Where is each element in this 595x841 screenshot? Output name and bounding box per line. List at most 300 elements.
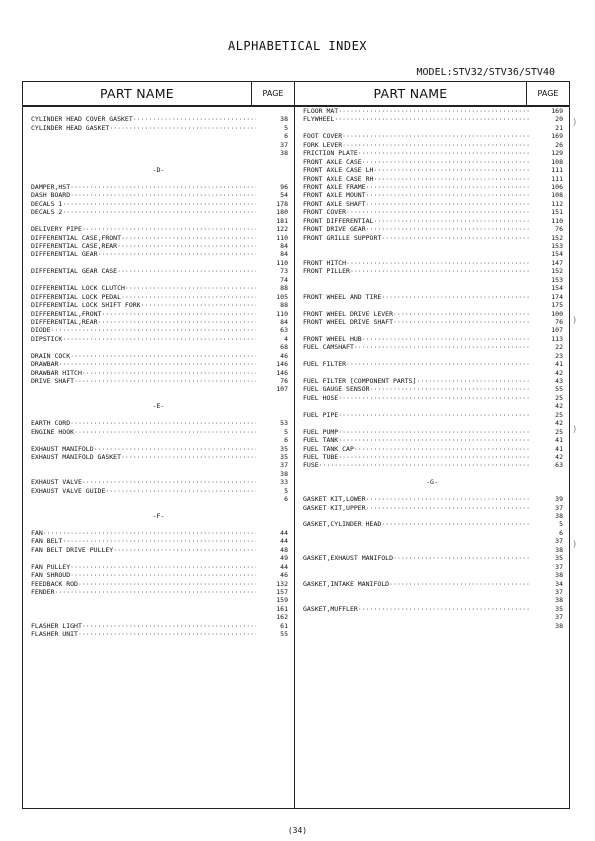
page-ref: 122 [276, 225, 288, 234]
page-title: ALPHABETICAL INDEX [227, 39, 368, 53]
page-ref: 84 [280, 250, 288, 259]
left-column [23, 82, 295, 808]
part-name: DRAWBAR ····· [23, 360, 256, 368]
index-table [22, 81, 570, 809]
index-entry [23, 563, 294, 571]
model-label: MODEL:STV32/STV36/STV40 [416, 67, 555, 78]
part-name: DIFFERENTIAL GEAR ····· [23, 250, 256, 258]
part-name: DECALS 1 ····· [23, 200, 256, 208]
index-entry [295, 352, 569, 360]
index-entry [295, 504, 569, 512]
part-name: DECALS 2 ····· [23, 208, 256, 216]
part-name: DAMPER,HST ····· [23, 183, 256, 191]
index-entry [295, 529, 569, 537]
index-entry [295, 158, 569, 166]
part-name: GASKET,CYLINDER HEAD ····· [295, 520, 531, 528]
index-entry [23, 360, 294, 368]
page-number: (34) [287, 826, 308, 835]
page-ref: 44 [280, 528, 288, 537]
page-ref: 108 [551, 157, 563, 166]
index-entry [23, 293, 294, 301]
page-ref: 111 [551, 174, 563, 183]
section-letter: -E- [152, 402, 165, 411]
page-ref: 105 [276, 292, 288, 301]
page-ref: 53 [280, 419, 288, 428]
part-name: FAN ····· [23, 529, 256, 537]
part-name: FUEL FILTER [COMPONENT PARTS] ····· [295, 377, 531, 385]
index-entry [23, 605, 294, 613]
page-ref: 25 [555, 427, 563, 436]
part-name: FUEL GAUGE SENSOR ····· [295, 385, 531, 393]
part-name: FUEL HOSE ····· [295, 394, 531, 402]
index-entry [295, 225, 569, 233]
margin-mark-icon: ) [572, 540, 578, 550]
part-name: FRONT COVER ····· [295, 208, 531, 216]
section-heading [23, 402, 294, 410]
index-entry [295, 200, 569, 208]
index-entry [23, 385, 294, 393]
index-entry [295, 284, 569, 292]
page-ref: 161 [276, 604, 288, 613]
page-ref: 44 [280, 562, 288, 571]
index-entry [295, 428, 569, 436]
right-column-header [295, 82, 569, 107]
index-entry [23, 369, 294, 377]
index-entry [295, 276, 569, 284]
part-name: FLOOR MAT ····· [295, 107, 531, 115]
page-ref: 88 [280, 301, 288, 310]
part-name: FOOT COVER ····· [295, 132, 531, 140]
index-entry [295, 149, 569, 157]
page-ref: 38 [280, 115, 288, 124]
part-name: EXHAUST MANIFOLD ····· [23, 445, 256, 453]
index-entry [23, 284, 294, 292]
page-ref: 21 [555, 123, 563, 132]
part-name: FAN BELT ····· [23, 537, 256, 545]
page-ref: 157 [276, 587, 288, 596]
page-ref: 107 [276, 385, 288, 394]
page-header: PAGE [251, 82, 294, 105]
page-ref: 23 [555, 351, 563, 360]
page-ref: 37 [555, 613, 563, 622]
page-ref: 162 [276, 613, 288, 622]
index-entry [23, 537, 294, 545]
page-ref: 154 [551, 284, 563, 293]
page-ref: 73 [280, 267, 288, 276]
index-entry [295, 242, 569, 250]
index-entry [23, 588, 294, 596]
page-ref: 151 [551, 208, 563, 217]
index-entry [295, 141, 569, 149]
part-name: GASKET KIT,UPPER ····· [295, 504, 531, 512]
index-entry [295, 250, 569, 258]
index-entry [23, 478, 294, 486]
page-ref: 107 [551, 326, 563, 335]
page-ref: 147 [551, 258, 563, 267]
page-ref: 42 [555, 419, 563, 428]
page-header: PAGE [526, 82, 569, 105]
part-name: FORK LEVER ····· [295, 141, 531, 149]
part-name: CYLINDER HEAD COVER GASKET ····· [23, 115, 256, 123]
index-entry [295, 301, 569, 309]
part-name: GASKET,MUFFLER ····· [295, 605, 531, 613]
page-ref: 41 [555, 444, 563, 453]
index-entry [295, 580, 569, 588]
index-entry [295, 115, 569, 123]
part-name: CYLINDER HEAD GASKET ····· [23, 124, 256, 132]
part-name: DRAWBAR HITCH ····· [23, 369, 256, 377]
page-ref: 100 [551, 309, 563, 318]
page-ref: 154 [551, 250, 563, 259]
index-entry [295, 453, 569, 461]
index-entry [295, 385, 569, 393]
page-ref: 61 [280, 621, 288, 630]
index-entry [295, 208, 569, 216]
page-ref: 6 [284, 436, 288, 445]
part-name: FRONT HITCH ····· [295, 259, 531, 267]
part-name: DIPSTICK ····· [23, 335, 256, 343]
part-name: FRONT AXLE SHAFT ····· [295, 200, 531, 208]
page-ref: 4 [284, 334, 288, 343]
index-entry [23, 580, 294, 588]
part-name: FRONT WHEEL DRIVE LEVER ····· [295, 310, 531, 318]
index-entry [23, 428, 294, 436]
part-name: DIFFERENTIAL CASE,FRONT ····· [23, 234, 256, 242]
right-rows [295, 107, 569, 630]
index-entry [23, 318, 294, 326]
left-column-header [23, 82, 294, 107]
part-name: FRONT AXLE CASE ····· [295, 158, 531, 166]
page-ref: 5 [284, 486, 288, 495]
index-entry [295, 537, 569, 545]
index-entry [23, 419, 294, 427]
page-ref: 153 [551, 275, 563, 284]
part-name: DIFFERENTIAL LOCK PEDAL ····· [23, 293, 256, 301]
page-ref: 6 [284, 495, 288, 504]
index-entry [295, 546, 569, 554]
page-ref: 38 [280, 149, 288, 158]
page-ref: 76 [555, 317, 563, 326]
index-entry [295, 571, 569, 579]
part-name: DRAIN COCK ····· [23, 352, 256, 360]
page-ref: 6 [559, 528, 563, 537]
page-ref: 55 [555, 385, 563, 394]
index-entry [23, 470, 294, 478]
index-entry [295, 360, 569, 368]
page-ref: 84 [280, 317, 288, 326]
part-name: FRONT DIFFERENTIAL ····· [295, 217, 531, 225]
page-ref: 37 [555, 587, 563, 596]
page-ref: 76 [555, 225, 563, 234]
index-entry [23, 267, 294, 275]
page-ref: 63 [555, 461, 563, 470]
index-entry [23, 596, 294, 604]
margin-mark-icon: ) [572, 425, 578, 435]
index-entry [23, 487, 294, 495]
index-entry [295, 588, 569, 596]
page-ref: 38 [555, 512, 563, 520]
part-name-header: PART NAME [373, 86, 448, 101]
part-name: EXHAUST VALVE ····· [23, 478, 256, 486]
index-entry [23, 200, 294, 208]
section-heading [23, 512, 294, 520]
page-ref: 43 [555, 377, 563, 385]
part-name: FRICTION PLATE ····· [295, 149, 531, 157]
index-entry [23, 554, 294, 562]
page-ref: 22 [555, 343, 563, 352]
index-entry [295, 512, 569, 520]
index-entry [23, 276, 294, 284]
page-ref: 37 [280, 140, 288, 149]
blank-row [295, 470, 569, 478]
page-ref: 110 [276, 233, 288, 242]
page-ref: 44 [280, 537, 288, 546]
index-entry [23, 445, 294, 453]
index-entry [295, 377, 569, 385]
part-name: FUEL TUBE ····· [295, 453, 531, 461]
page-ref: 37 [555, 537, 563, 546]
index-entry [23, 234, 294, 242]
margin-mark-icon: ) [572, 118, 578, 128]
index-entry [295, 563, 569, 571]
page-ref: 74 [280, 275, 288, 284]
index-entry [295, 293, 569, 301]
page-ref: 37 [555, 562, 563, 571]
index-entry [295, 411, 569, 419]
part-name: DIFFERENTIAL,FRONT ····· [23, 310, 256, 318]
page-ref: 110 [276, 309, 288, 318]
part-name: FRONT AXLE FRAME ····· [295, 183, 531, 191]
part-name: FENDER ····· [23, 588, 256, 596]
page-ref: 152 [551, 233, 563, 242]
index-entry [295, 436, 569, 444]
page-ref: 38 [555, 545, 563, 554]
index-entry [295, 310, 569, 318]
page-ref: 38 [555, 571, 563, 580]
index-entry [295, 107, 569, 115]
index-entry [23, 630, 294, 638]
part-name: FEEDBACK ROD ····· [23, 580, 256, 588]
blank-row [23, 520, 294, 528]
page-ref: 38 [555, 621, 563, 630]
index-entry [295, 217, 569, 225]
page-ref: 113 [551, 334, 563, 343]
page-ref: 169 [551, 107, 563, 115]
index-entry [23, 461, 294, 469]
page-ref: 146 [276, 368, 288, 377]
index-entry [23, 546, 294, 554]
part-name: FRONT WHEEL AND TIRE ····· [295, 293, 531, 301]
index-entry [295, 166, 569, 174]
page-ref: 54 [280, 191, 288, 200]
index-entry [23, 242, 294, 250]
index-entry [23, 217, 294, 225]
part-name: DIFFERENTIAL LOCK CLUTCH ····· [23, 284, 256, 292]
page-ref: 5 [284, 123, 288, 132]
page-ref: 110 [276, 258, 288, 267]
index-entry [295, 335, 569, 343]
index-entry [23, 343, 294, 351]
page-ref: 152 [551, 267, 563, 276]
part-name-header: PART NAME [100, 86, 174, 101]
blank-row [23, 158, 294, 166]
index-entry [23, 571, 294, 579]
page-ref: 38 [280, 469, 288, 478]
part-name: DELIVERY PIPE ····· [23, 225, 256, 233]
index-entry [23, 149, 294, 157]
page-ref: 5 [559, 520, 563, 529]
blank-row [295, 487, 569, 495]
index-entry [295, 596, 569, 604]
blank-row [23, 107, 294, 115]
index-entry [23, 495, 294, 503]
margin-mark-icon: ) [572, 316, 578, 326]
index-entry [23, 250, 294, 258]
index-entry [23, 453, 294, 461]
part-name: DIODE ····· [23, 326, 256, 334]
part-name: FUEL PIPE ····· [295, 411, 531, 419]
page-ref: 42 [555, 402, 563, 411]
index-entry [295, 394, 569, 402]
part-name: DRIVE SHAFT ····· [23, 377, 256, 385]
part-name: DIFFERENTIAL CASE,REAR ····· [23, 242, 256, 250]
index-entry [23, 436, 294, 444]
page-ref: 181 [276, 216, 288, 225]
section-letter: -G- [426, 478, 438, 487]
part-name: FRONT WHEEL DRIVE SHAFT ····· [295, 318, 531, 326]
page-ref: 111 [551, 166, 563, 175]
page-ref: 34 [555, 579, 563, 588]
page-ref: 37 [280, 461, 288, 470]
page-ref: 108 [551, 191, 563, 200]
index-entry [295, 495, 569, 503]
index-entry [295, 124, 569, 132]
page-ref: 20 [555, 115, 563, 124]
index-entry [295, 605, 569, 613]
page-ref: 41 [555, 360, 563, 369]
part-name: FUEL TANK CAP ····· [295, 445, 531, 453]
page-ref: 180 [276, 208, 288, 217]
index-entry [295, 461, 569, 469]
page-ref: 178 [276, 199, 288, 208]
page-ref: 39 [555, 495, 563, 504]
part-name: FAN BELT DRIVE PULLEY ····· [23, 546, 256, 554]
index-entry [23, 124, 294, 132]
page-ref: 46 [280, 571, 288, 580]
index-entry [295, 318, 569, 326]
index-entry [295, 183, 569, 191]
part-name: DASH BOARD ····· [23, 191, 256, 199]
index-entry [23, 335, 294, 343]
page-ref: 37 [555, 503, 563, 512]
index-entry [295, 369, 569, 377]
part-name: FAN PULLEY ····· [23, 563, 256, 571]
index-entry [23, 259, 294, 267]
page-ref: 35 [555, 604, 563, 613]
page-ref: 159 [276, 596, 288, 605]
part-name: FUEL TANK ····· [295, 436, 531, 444]
index-entry [295, 267, 569, 275]
index-entry [23, 132, 294, 140]
index-entry [23, 225, 294, 233]
index-entry [23, 301, 294, 309]
part-name: GASKET,INTAKE MANIFOLD ····· [295, 580, 531, 588]
part-name: FUEL FILTER ····· [295, 360, 531, 368]
page-ref: 132 [276, 579, 288, 588]
page-ref: 48 [280, 545, 288, 554]
page-ref: 96 [280, 182, 288, 191]
page-ref: 110 [551, 216, 563, 225]
index-entry [23, 115, 294, 123]
page-ref: 55 [280, 630, 288, 639]
page-ref: 35 [280, 452, 288, 461]
page-ref: 5 [284, 427, 288, 436]
part-name: GASKET,EXHAUST MANIFOLD ····· [295, 554, 531, 562]
index-entry [23, 377, 294, 385]
part-name: ENGINE HOOK ····· [23, 428, 256, 436]
page-ref: 6 [284, 132, 288, 141]
index-entry [23, 208, 294, 216]
page-ref: 46 [280, 351, 288, 360]
part-name: FUEL CAMSHAFT ····· [295, 343, 531, 351]
index-entry [23, 310, 294, 318]
part-name: DIFFERENTIAL,REAR ····· [23, 318, 256, 326]
part-name: FRONT PILLER ····· [295, 267, 531, 275]
page-ref: 41 [555, 436, 563, 445]
index-entry [23, 183, 294, 191]
part-name: FRONT WHEEL HUB ····· [295, 335, 531, 343]
part-name: FUSE ····· [295, 461, 531, 469]
index-entry [23, 622, 294, 630]
index-entry [295, 132, 569, 140]
index-entry [295, 520, 569, 528]
index-entry [23, 191, 294, 199]
part-name: FAN SHROUD ····· [23, 571, 256, 579]
page-ref: 42 [555, 368, 563, 377]
index-entry [295, 175, 569, 183]
section-heading [23, 166, 294, 174]
blank-row [23, 175, 294, 183]
page-ref: 68 [280, 343, 288, 352]
page-ref: 25 [555, 410, 563, 419]
index-entry [23, 326, 294, 334]
part-name: EXHAUST MANIFOLD GASKET ····· [23, 453, 256, 461]
page-ref: 63 [280, 326, 288, 335]
index-entry [295, 234, 569, 242]
index-entry [23, 141, 294, 149]
page-ref: 146 [276, 360, 288, 369]
page-ref: 174 [551, 292, 563, 301]
part-name: FRONT AXLE MOUNT ····· [295, 191, 531, 199]
index-entry [295, 326, 569, 334]
part-name: EARTH CORD ····· [23, 419, 256, 427]
part-name: FRONT AXLE CASE RH ····· [295, 175, 531, 183]
index-entry [295, 613, 569, 621]
page-ref: 42 [555, 452, 563, 461]
index-entry [295, 419, 569, 427]
part-name: EXHAUST VALVE GUIDE ····· [23, 487, 256, 495]
page-ref: 84 [280, 242, 288, 250]
part-name: FLYWHEEL ····· [295, 115, 531, 123]
blank-row [23, 411, 294, 419]
page-ref: 26 [555, 140, 563, 149]
part-name: DIFFERENTIAL LOCK SHIFT FORK ····· [23, 301, 256, 309]
left-rows [23, 107, 294, 639]
page-ref: 153 [551, 242, 563, 250]
index-entry [295, 191, 569, 199]
index-entry [295, 402, 569, 410]
page-ref: 49 [280, 554, 288, 563]
